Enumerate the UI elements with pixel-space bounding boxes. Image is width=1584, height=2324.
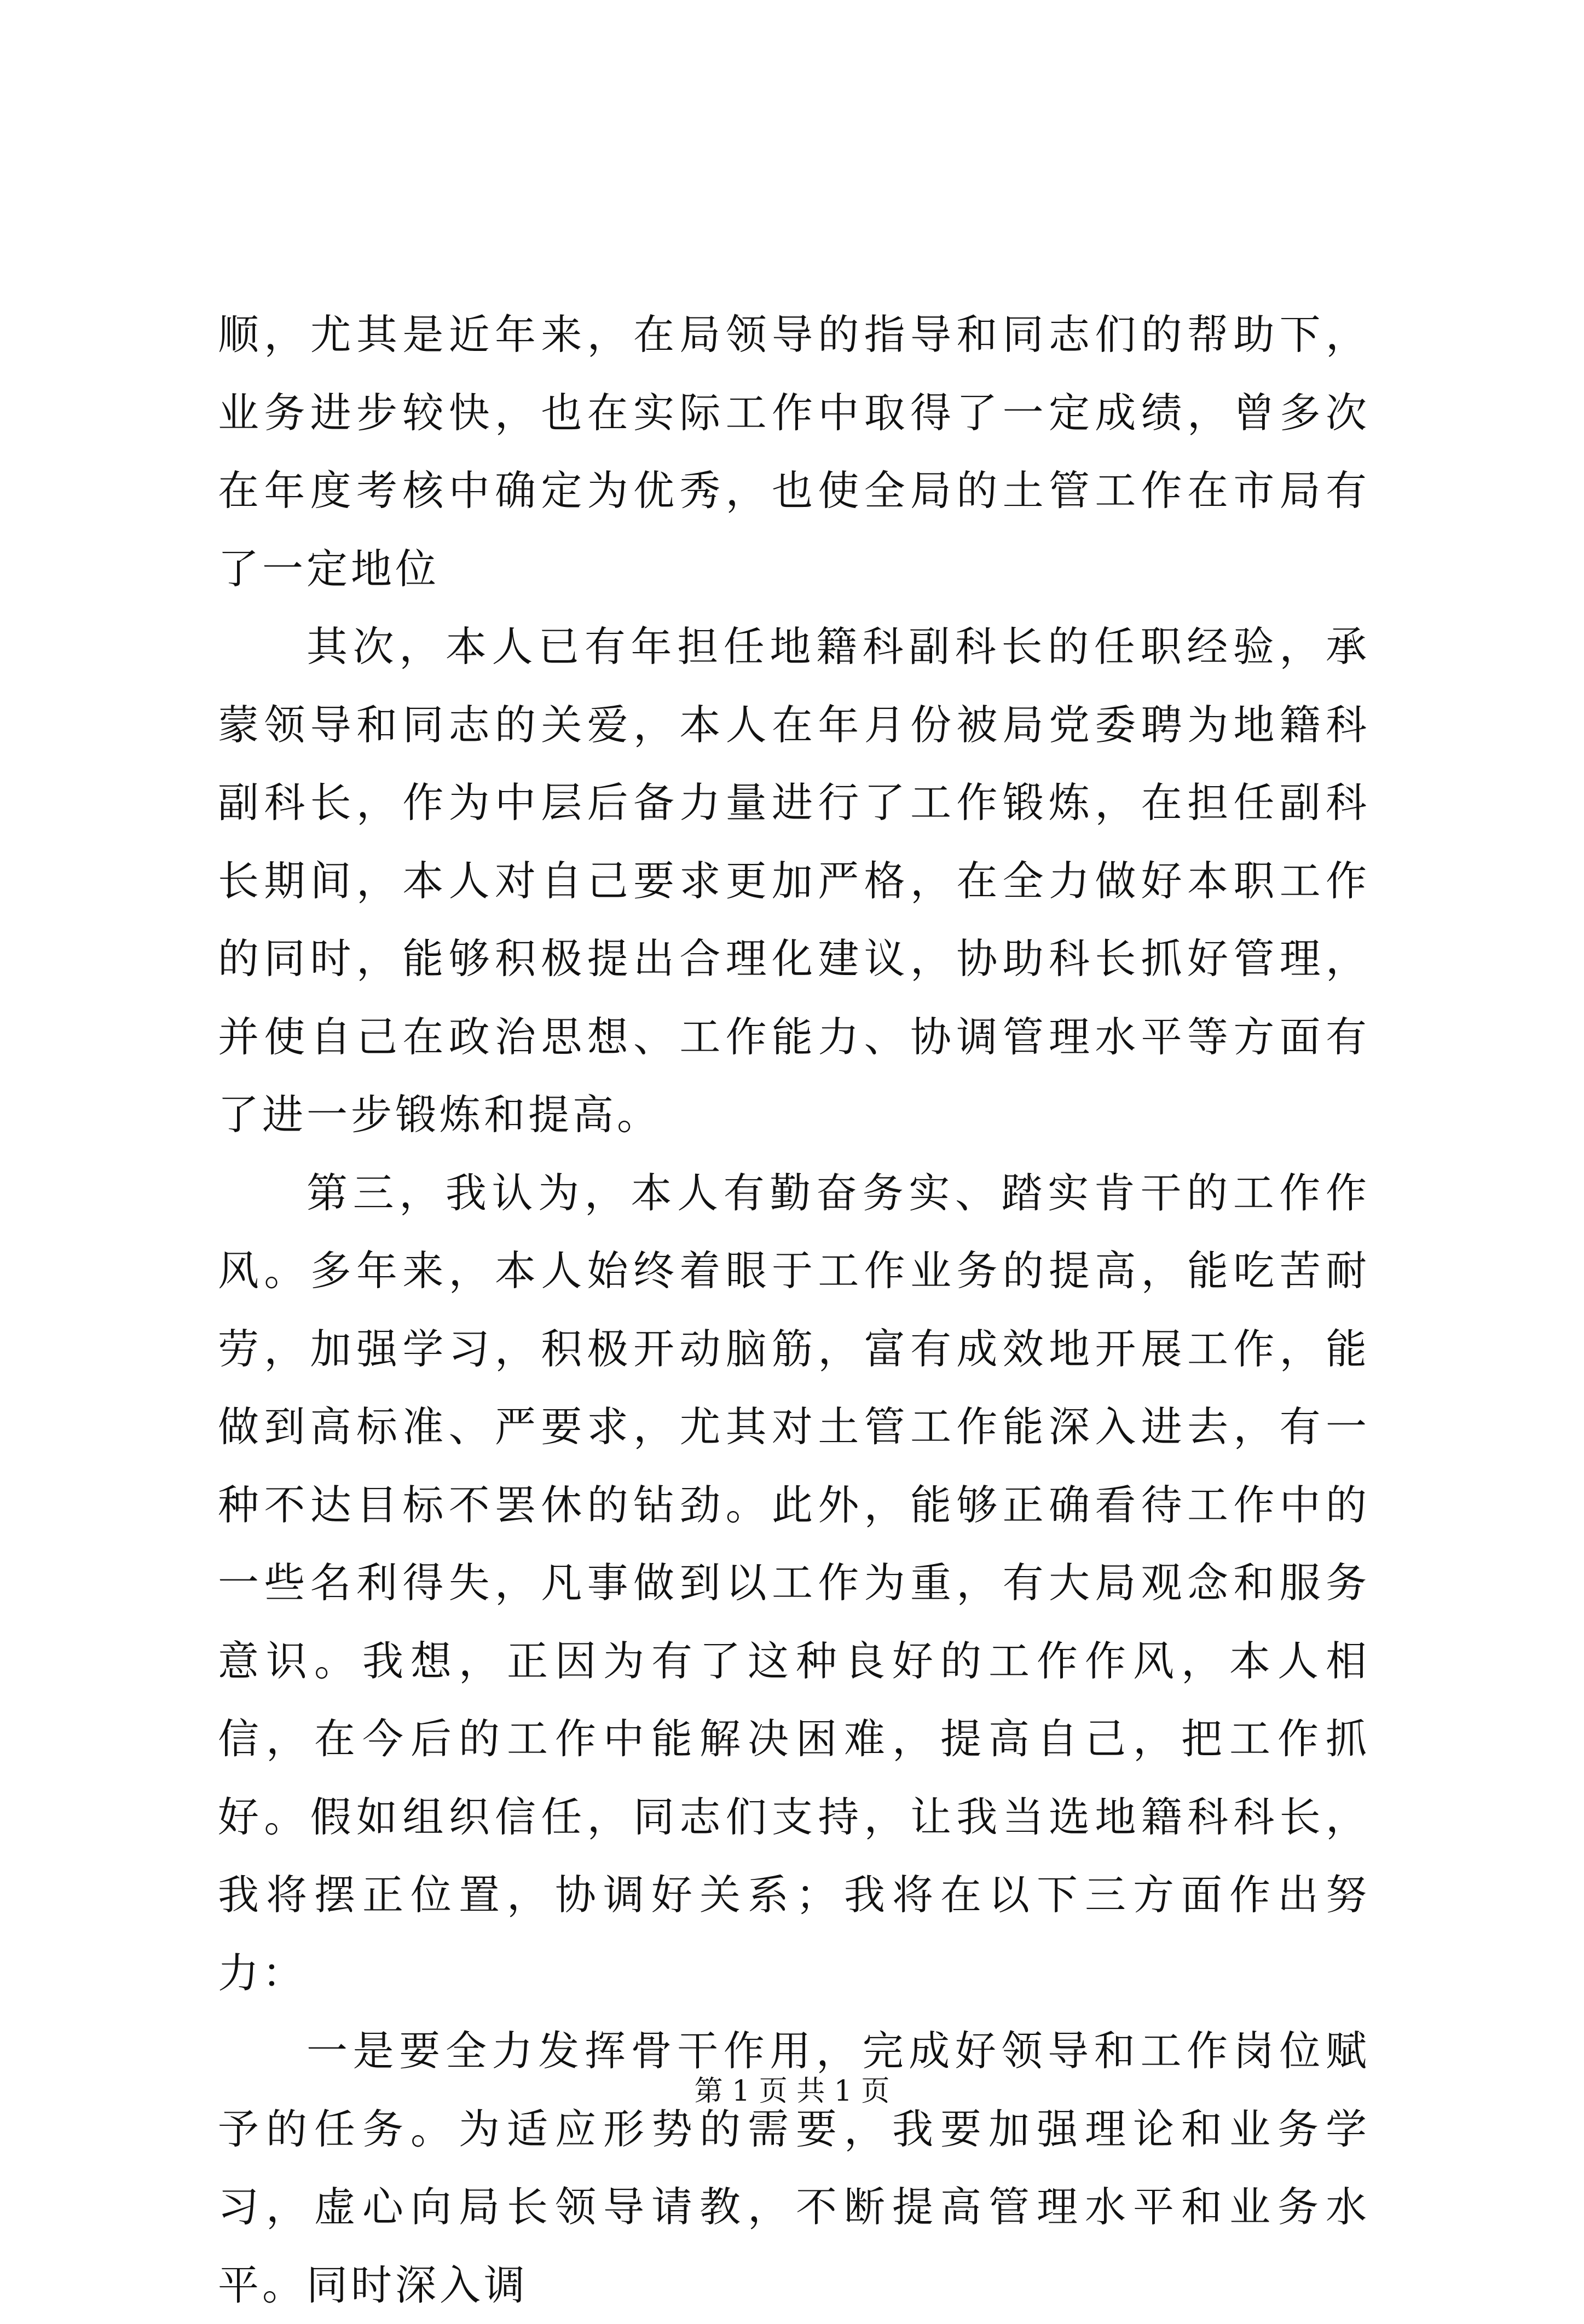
paragraph-3: 第三，我认为，本人有勤奋务实、踏实肯干的工作作风。多年来，本人始终着眼于工作业务的提高，能吃苦耐劳，加强学习，积极开动脑筋，富有成效地开展工作，能做到高标准、严要求，尤其对土管工作能深入进去，有一种不达目标不罢休的钻劲。此外，能够正确看待工作中的一些名利得失，凡事做到以工作为重，有大局观念和服务意识。我想，正因为有了这种良好的工作作风，本人相信，在今后的工作中能解决困难，提高自己，把工作抓好。假如组织信任，同志们支持，让我当选地籍科科长，我将摆正位置，协调好关系；我将在以下三方面作出努力： <box>218 1168 1370 1997</box>
paragraph-2: 其次，本人已有年担任地籍科副科长的任职经验，承蒙领导和同志的关爱，本人在年月份被局党委聘为地籍科副科长，作为中层后备力量进行了工作锻炼，在担任副科长期间，本人对自己要求更加严格，在全力做好本职工作的同时，能够积极提出合理化建议，协助科长抓好管理，并使自己在政治思想、工作能力、协调管理水平等方面有了进一步锻炼和提高。 <box>218 622 1370 1139</box>
document-body <box>218 296 1370 2324</box>
paragraph-4: 一是要全力发挥骨干作用，完成好领导和工作岗位赋予的任务。为适应形势的需要，我要加强理论和业务学习，虚心向局长领导请教，不断提高管理水平和业务水平。同时深入调 <box>218 2027 1370 2309</box>
page-footer: 第 1 页 共 1 页 <box>694 2075 890 2108</box>
paragraph-1: 顺，尤其是近年来，在局领导的指导和同志们的帮助下，业务进步较快，也在实际工作中取得了一定成绩，曾多次在年度考核中确定为优秀，也使全局的土管工作在市局有了一定地位 <box>218 310 1370 593</box>
